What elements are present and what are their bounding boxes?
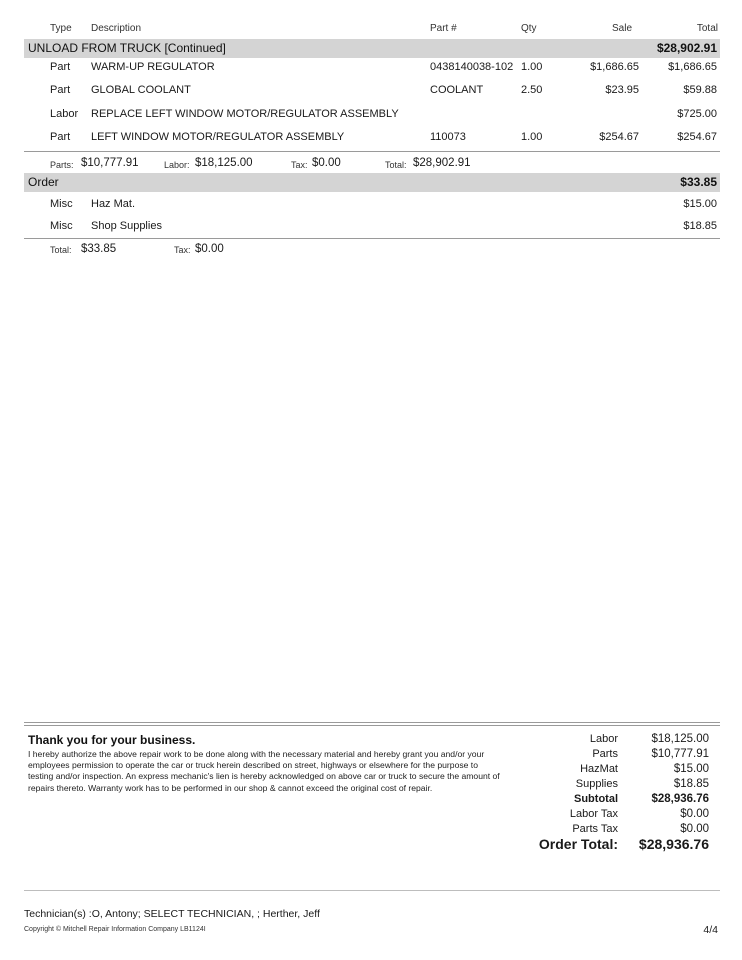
row-total: $1,686.65	[668, 61, 717, 73]
row-qty: 2.50	[521, 84, 543, 96]
totals-labor-label: Labor	[589, 733, 618, 745]
summary-parts-value: $10,777.91	[81, 157, 139, 169]
order-total-label: Order Total:	[538, 836, 618, 852]
row-part-number: COOLANT	[430, 84, 484, 96]
row-description: LEFT WINDOW MOTOR/REGULATOR ASSEMBLY	[91, 131, 345, 143]
row-type: Misc	[50, 198, 73, 210]
row-type: Part	[50, 61, 71, 73]
section-title: UNLOAD FROM TRUCK [Continued]	[28, 41, 226, 55]
summary-tax-label: Tax:	[291, 160, 308, 170]
row-total: $15.00	[683, 198, 717, 210]
row-type: Misc	[50, 220, 73, 232]
row-total: $725.00	[677, 108, 717, 120]
col-description-header: Description	[91, 23, 142, 34]
row-sale: $1,686.65	[590, 61, 639, 73]
page-number: 4/4	[703, 924, 718, 936]
totals-parts-value: $10,777.91	[651, 748, 709, 760]
copyright: Copyright © Mitchell Repair Information Company LB1124I	[24, 926, 206, 933]
row-type: Part	[50, 131, 71, 143]
summary-total-label: Total:	[385, 160, 407, 170]
row-qty: 1.00	[521, 131, 543, 143]
col-qty-header: Qty	[521, 23, 537, 34]
row-type: Labor	[50, 108, 79, 120]
summary-tax-label: Tax:	[174, 245, 191, 255]
totals-labor-value: $18,125.00	[651, 733, 709, 745]
row-description: GLOBAL COOLANT	[91, 84, 191, 96]
section-amount: $33.85	[680, 175, 717, 189]
footer-divider	[24, 890, 720, 891]
row-qty: 1.00	[521, 61, 543, 73]
row-type: Part	[50, 84, 71, 96]
row-sale: $254.67	[599, 131, 639, 143]
row-total: $254.67	[677, 131, 717, 143]
summary-tax-value: $0.00	[195, 243, 224, 255]
row-description: Shop Supplies	[91, 220, 162, 232]
footer-divider	[24, 722, 720, 723]
totals-hazmat-label: HazMat	[580, 763, 618, 775]
totals-hazmat-value: $15.00	[673, 763, 709, 775]
totals-supplies-label: Supplies	[575, 778, 618, 790]
totals-supplies-value: $18.85	[673, 778, 709, 790]
row-total: $18.85	[683, 220, 717, 232]
summary-labor-label: Labor:	[164, 160, 190, 170]
summary-total-value: $28,902.91	[413, 157, 471, 169]
summary-labor-value: $18,125.00	[195, 157, 253, 169]
row-sale: $23.95	[605, 84, 639, 96]
totals-subtotal-value: $28,936.76	[651, 793, 709, 805]
col-type-header: Type	[50, 23, 72, 34]
summary-total-label: Total:	[50, 245, 72, 255]
technicians: Technician(s) :O, Antony; SELECT TECHNICIAN, ; Herther, Jeff	[24, 908, 320, 920]
section-header-order	[24, 173, 720, 192]
totals-parts-tax-value: $0.00	[680, 823, 709, 835]
section-title: Order	[28, 175, 59, 189]
section-header-unload	[24, 39, 720, 58]
col-sale-header: Sale	[611, 23, 632, 34]
col-part-header: Part #	[430, 23, 457, 34]
summary-total-value: $33.85	[81, 243, 117, 255]
totals-labor-tax-label: Labor Tax	[569, 808, 618, 820]
divider	[24, 238, 720, 239]
footer-divider	[24, 725, 720, 726]
totals-labor-tax-value: $0.00	[680, 808, 709, 820]
order-total-value: $28,936.76	[638, 836, 709, 852]
row-description: WARM-UP REGULATOR	[91, 61, 215, 73]
authorization-text: I hereby authorize the above repair work to be done along with the necessary material and hereby grant you and/or your employees permission to operate the car or truck herein described on street, highways or elsewhere for the purpose to testing and/or inspection. An express mechanic's lien is hereby acknowledged on above car or truck to secure the amount of repairs thereto. Warranty work has to be performed in our shop & cannot exceed the original cost of repair.	[28, 749, 500, 793]
row-description: REPLACE LEFT WINDOW MOTOR/REGULATOR ASSEMBLY	[91, 108, 399, 120]
totals-subtotal-label: Subtotal	[574, 793, 618, 805]
divider	[24, 151, 720, 152]
summary-tax-value: $0.00	[312, 157, 341, 169]
col-total-header: Total	[696, 23, 718, 34]
summary-parts-label: Parts:	[50, 160, 74, 170]
totals-parts-tax-label: Parts Tax	[572, 823, 618, 835]
row-part-number: 110073	[430, 131, 466, 143]
row-total: $59.88	[683, 84, 717, 96]
row-description: Haz Mat.	[91, 198, 136, 210]
section-amount: $28,902.91	[656, 41, 717, 55]
totals-parts-label: Parts	[592, 748, 618, 760]
row-part-number: 0438140038-102	[430, 61, 514, 73]
thanks-heading: Thank you for your business.	[28, 733, 196, 747]
